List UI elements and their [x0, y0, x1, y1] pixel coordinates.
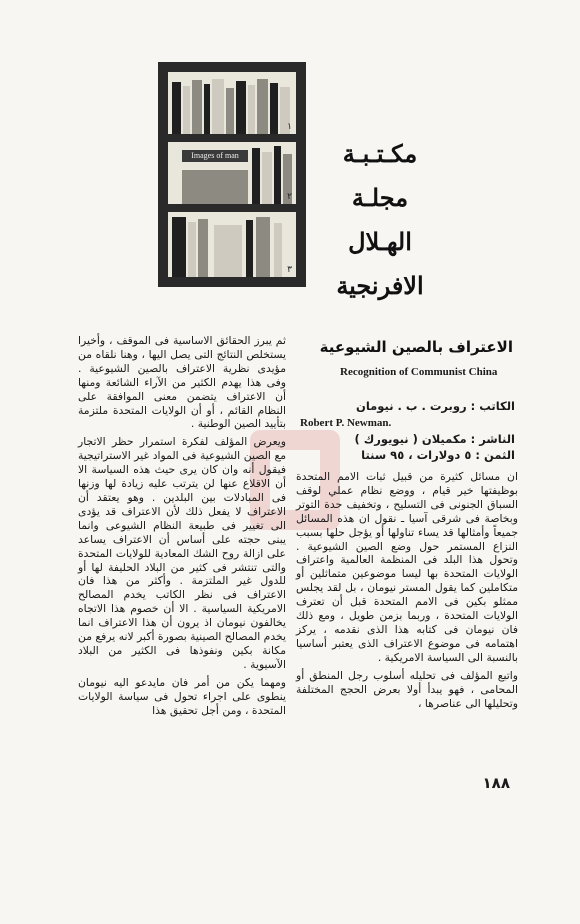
paragraph: واتبع المؤلف فى تحليله أسلوب رجل المنطق أو المحامى ، فهو يبدأ أولا بعرض الحجج المختلفة وتحليلها الى عناصرها ، [296, 668, 518, 710]
paragraph: ثم يبرز الحقائق الاساسية فى الموقف ، وأخيرا يستخلص النتائج التى يصل اليها ، وهنا نلقاه من مؤيدى نظرية الاعتراف بالصين الشيوعية . وفى هذا يهدم الكثير من الآراء الشائعة ومنها أن الاعتراف يتضمن معنى الموافقة على النظام القائم ، أو أن الولايات المتحدة ملتزمة بتأييد الصين الوطنية . [78, 334, 286, 431]
author-label: الكاتب : روبرت . ب . نيومان [356, 399, 515, 413]
shelf-number: ١ [287, 122, 292, 132]
author-line [300, 398, 515, 414]
author-english-line [300, 414, 515, 431]
page-number: ١٨٨ [482, 774, 510, 792]
english-title: Recognition of Communist China [340, 366, 498, 378]
left-column-body [78, 334, 286, 717]
bookshelf-photo [158, 62, 306, 287]
paragraph: ومهما يكن من أمر فان مايدعو اليه نيومان ينطوى على اجراء تحول فى سياسة الولايات المتحدة ، ومن أجل تحقيق هذا [78, 675, 286, 717]
shelf-number: ٢ [287, 192, 292, 202]
section-title-line: الهـلال [348, 227, 412, 256]
right-column-body [296, 470, 518, 710]
section-title-line: الافرنجية [336, 271, 424, 300]
shelf-number: ٣ [287, 265, 292, 275]
author-english: Robert P. Newman. [300, 417, 392, 429]
publisher-line: الناشر : مكميلان ( نيويورك ) [354, 432, 515, 446]
shelf-middle [168, 142, 296, 204]
paragraph: ان مسائل كثيرة من قبيل ثبات الامم المتحدة بوظيفتها خير قيام ، ووضع نظام عملي لوقف السباق الجنونى فى التسليح ، وتخفيف حدة التوتر وبخاصة فى شرقى آسيا ـ نقول ان هذه المسائل جميعاً وأمثالها قد يساء تناولها أو يؤجل حلها بسبب النزاع المستمر حول وضع الصين الشيوعية . وتحول هذا البلد فى المنظمة العالمية واعتراف الولايات المتحدة بها ليسا موضوعين متماثلين أو متكاملين كما يقول المستر نيومان ، بل لقد يجلس ممثلو بكين فى الامم المتحدة قبل أن تعترف الولايات المتحدة ، وربما بزمن طويل ، ومع ذلك فان نيومان فى كتابه هذا الذى نقدمه ، يركز اهتمامه فى موضوع الاعتراف الذى يعتبر أساسيا بالنسبة الى السياسة الامريكية . [296, 470, 518, 664]
price-line: الثمن : ٥ دولارات ، ٩٥ سنتا [361, 448, 515, 462]
shelf-bottom [168, 212, 296, 277]
paragraph: ويعرض المؤلف لفكرة استمرار حظر الاتجار مع الصين الشيوعية فى المواد غير الاستراتيجية فيقول أنه وان كان يرى حيث هذه السياسة الا أن الاقلاع عنها لن يترتب عليه زيادة لها وزنها فى المبادلات بين البلدين . وهو يعتقد أن الاعتراف لا يفعل ذلك لأن الاعتراف قد يؤدى الى تغيير فى طبيعة النظام الشيوعى وانما يبنى حجته على أساس أن الاعتراف يساعد على ازالة روح الشك المعادية للولايات المتحدة والتى تنتشر فى كثير من البلاد الحليفة لها أو للدول غير الملتزمة . وأكثر من هذا فان الاعتراف فى نظر الكاتب يخدم المصالح الامريكية السياسية . الا أن خصوم هذا الاتجاه يخالفون نيومان اذ يرون أن هذا الاعتراف انما يخدم المصالح الصينية بصورة أكبر لانه يرفع من مكانة بكين ونفوذها فى الكثير من البلاد الآسيوية . [77, 435, 286, 671]
magazine-cover-label: Images of man [182, 150, 248, 162]
shelf-top [168, 72, 296, 134]
section-title-line: مكـتـبـة [342, 139, 418, 168]
article-heading: الاعتراف بالصين الشيوعية [319, 338, 513, 356]
section-title-line: مجلـة [351, 183, 409, 212]
article-meta [300, 398, 515, 463]
section-title [320, 132, 440, 308]
